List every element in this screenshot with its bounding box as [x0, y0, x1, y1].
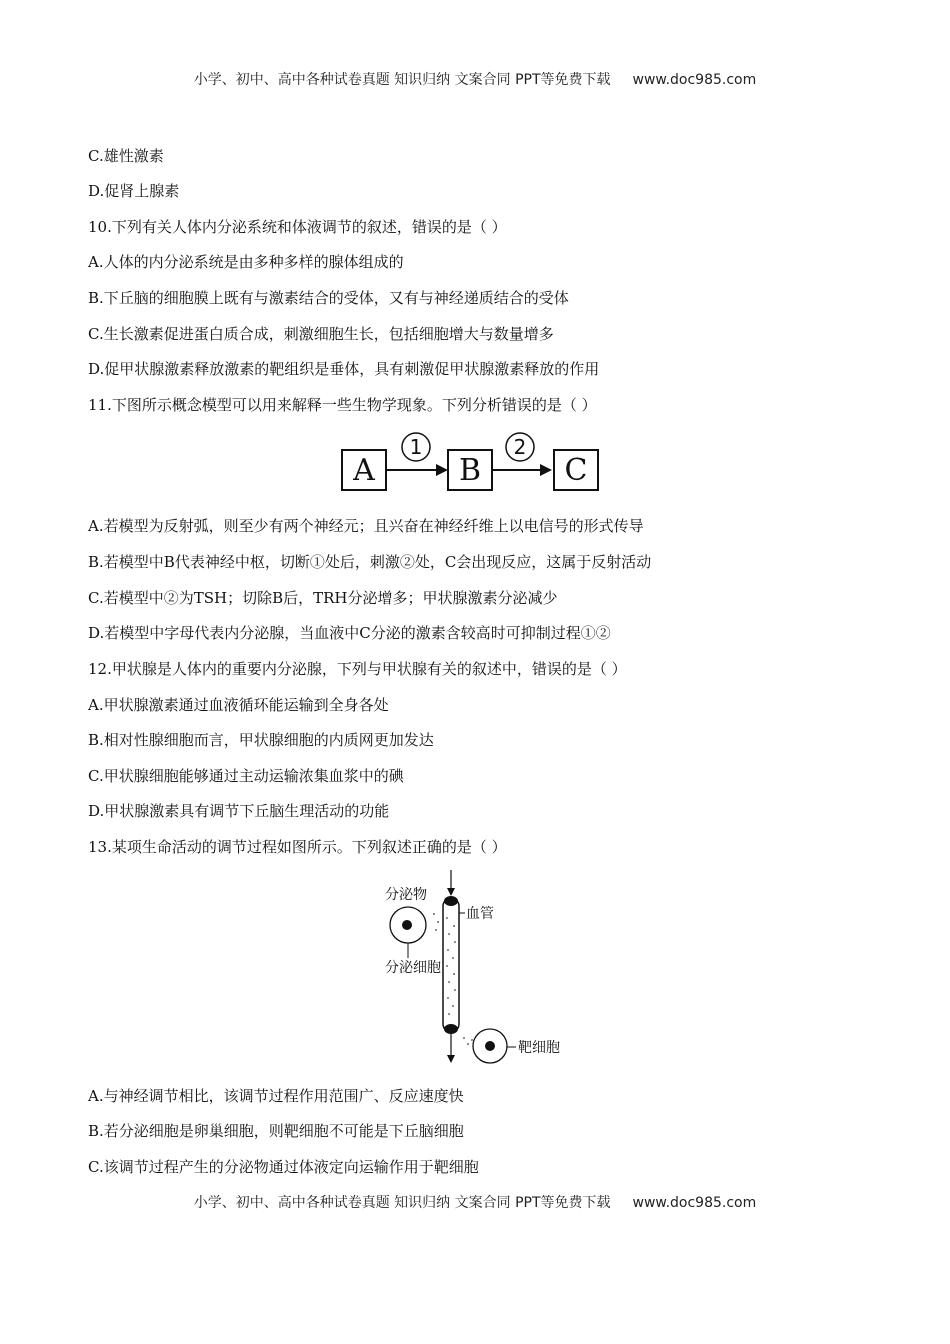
footer-site: www.doc985.com: [632, 1195, 757, 1211]
box-c-label: C: [564, 453, 588, 488]
option-12c: C.甲状腺细胞能够通过主动运输浓集血浆中的碘: [88, 767, 404, 785]
option-11d: D.若模型中字母代表内分泌腺，当血液中C分泌的激素含较高时可抑制过程①②: [88, 624, 611, 642]
option-12d: D.甲状腺激素具有调节下丘脑生理活动的功能: [88, 802, 390, 820]
vessel-cap-top: [444, 896, 458, 906]
step-2-label: 2: [513, 435, 527, 459]
arrow-2-head: [540, 464, 552, 476]
option-11a: A.若模型为反射弧，则至少有两个神经元；且兴奋在神经纤维上以电信号的形式传导: [88, 517, 644, 535]
question-10: 10.下列有关人体内分泌系统和体液调节的叙述，错误的是（ ）: [88, 218, 507, 236]
option-13c: C.该调节过程产生的分泌物通过体液定向运输作用于靶细胞: [88, 1158, 479, 1176]
header-site: www.doc985.com: [632, 72, 757, 88]
option-9d: D.促肾上腺素: [88, 182, 180, 200]
hormone-regulation-figure: [380, 870, 580, 1070]
target-cell-nucleus: [485, 1041, 495, 1051]
label-secreting-cell: 分泌细胞: [385, 960, 441, 976]
concept-model-figure: [330, 428, 610, 498]
question-12: 12.甲状腺是人体内的重要内分泌腺，下列与甲状腺有关的叙述中，错误的是（ ）: [88, 660, 627, 678]
option-11c: C.若模型中②为TSH；切除B后，TRH分泌增多；甲状腺激素分泌减少: [88, 589, 558, 607]
option-10a: A.人体的内分泌系统是由多种多样的腺体组成的: [88, 253, 404, 271]
box-b-label: B: [458, 453, 482, 488]
option-9c: C.雄性激素: [88, 147, 164, 165]
option-11b: B.若模型中B代表神经中枢，切断①处后，刺激②处，C会出现反应，这属于反射活动: [88, 553, 652, 571]
option-10b: B.下丘脑的细胞膜上既有与激素结合的受体，又有与神经递质结合的受体: [88, 289, 569, 307]
option-10d: D.促甲状腺激素释放激素的靶组织是垂体，具有刺激促甲状腺激素释放的作用: [88, 360, 600, 378]
option-12b: B.相对性腺细胞而言，甲状腺细胞的内质网更加发达: [88, 731, 434, 749]
question-11: 11.下图所示概念模型可以用来解释一些生物学现象。下列分析错误的是（ ）: [88, 396, 597, 414]
secreting-cell-nucleus: [402, 920, 412, 930]
blood-vessel: [443, 898, 459, 1032]
page-header-banner: [0, 69, 950, 89]
flow-arrow-top: [447, 888, 455, 896]
flow-arrow-bottom: [447, 1055, 455, 1063]
label-target-cell: 靶细胞: [518, 1040, 560, 1056]
option-13b: B.若分泌细胞是卵巢细胞，则靶细胞不可能是下丘脑细胞: [88, 1122, 464, 1140]
label-secretion: 分泌物: [385, 887, 427, 903]
step-1-label: 1: [409, 435, 423, 459]
label-vessel: 血管: [466, 906, 494, 922]
arrow-1-head: [436, 464, 448, 476]
question-13: 13.某项生命活动的调节过程如图所示。下列叙述正确的是（ ）: [88, 838, 507, 856]
option-10c: C.生长激素促进蛋白质合成，刺激细胞生长，包括细胞增大与数量增多: [88, 325, 554, 343]
option-12a: A.甲状腺激素通过血液循环能运输到全身各处: [88, 696, 389, 714]
footer-text: 小学、初中、高中各种试卷真题 知识归纳 文案合同 PPT等免费下载: [193, 1195, 611, 1211]
box-a-label: A: [353, 453, 375, 488]
header-text: 小学、初中、高中各种试卷真题 知识归纳 文案合同 PPT等免费下载: [193, 72, 611, 88]
page-footer-banner: [0, 1192, 950, 1212]
vessel-cap-bottom: [444, 1024, 458, 1034]
option-13a: A.与神经调节相比，该调节过程作用范围广、反应速度快: [88, 1087, 464, 1105]
